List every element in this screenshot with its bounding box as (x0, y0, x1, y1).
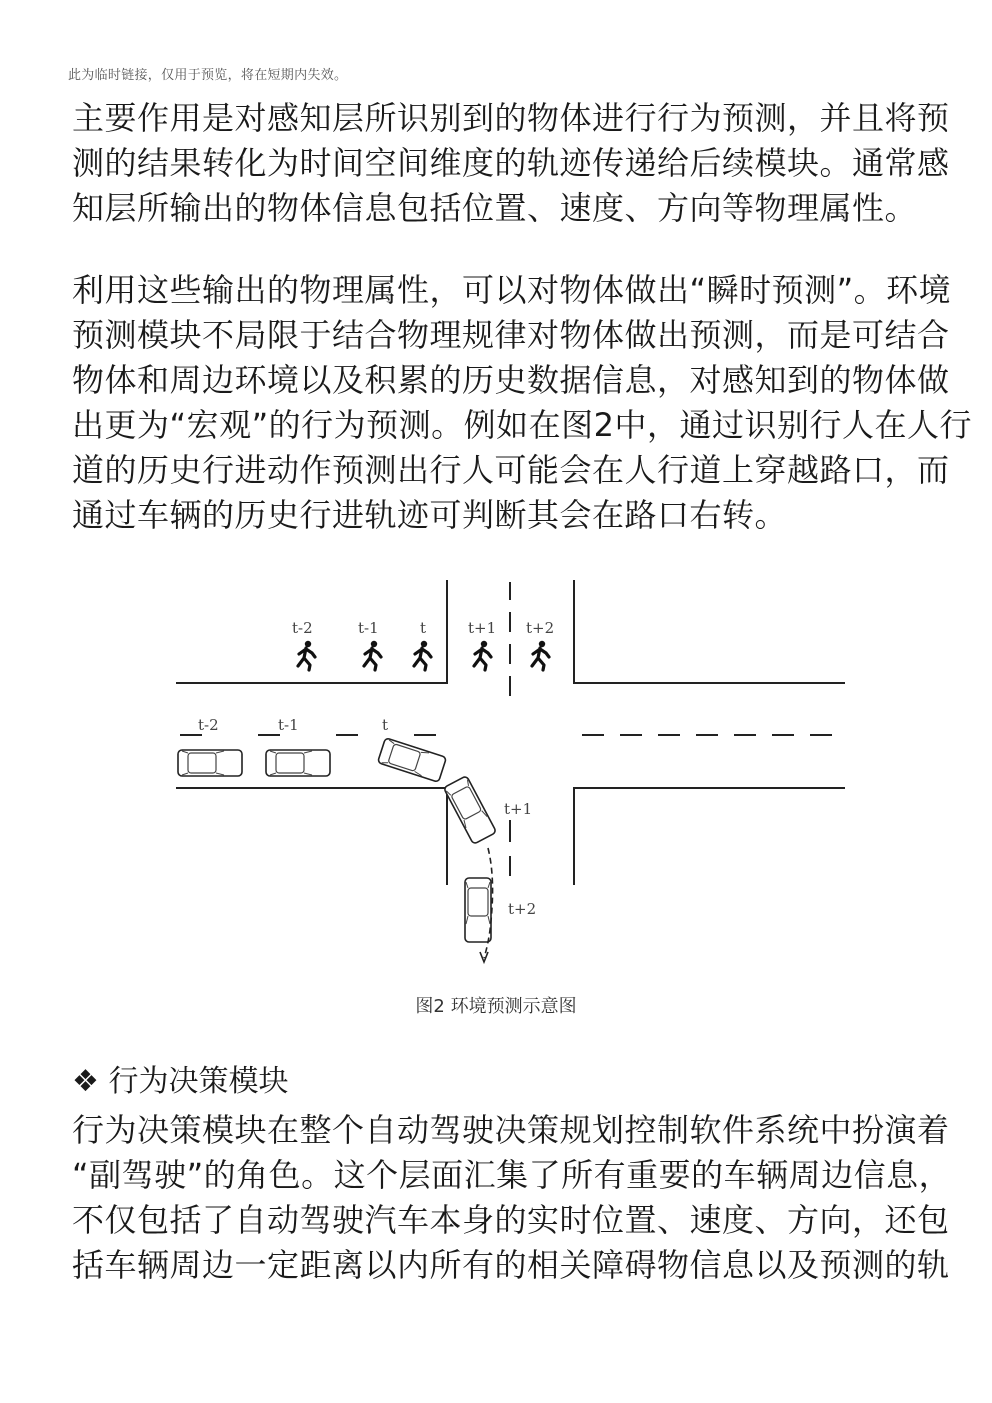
car-label: t (382, 716, 389, 734)
paragraph-behavior-decision (72, 1108, 952, 1288)
figure-caption: 图2 环境预测示意图 (415, 996, 577, 1017)
diamond-bullet-icon: ❖ (72, 1064, 99, 1099)
pedestrian-label: t-2 (292, 619, 313, 637)
section-title-text: 行为决策模块 (108, 1064, 289, 1099)
vehicle-track (178, 716, 536, 942)
pedestrian-icon (474, 641, 491, 670)
section-title-behavior-decision (72, 1062, 288, 1102)
text-line: 物体和周边环境以及积累的历史数据信息，对感知到的物体做 (72, 361, 950, 399)
pedestrian-track (292, 619, 554, 670)
text-line: “副驾驶”的角色。这个层面汇集了所有重要的车辆周边信息， (72, 1156, 952, 1194)
pedestrian-icon (298, 641, 315, 670)
text-line: 测的结果转化为时间空间维度的轨迹传递给后续模块。通常感 (72, 144, 950, 182)
text-line: 通过车辆的历史行进轨迹可判断其会在路口右转。 (72, 496, 788, 534)
pedestrian-label: t+1 (468, 619, 497, 637)
car-icon (443, 776, 496, 845)
car-label: t-2 (198, 716, 219, 734)
text-line: 道的历史行进动作预测出行人可能会在人行道上穿越路口，而 (72, 451, 950, 489)
text-line: 括车辆周边一定距离以内所有的相关障碍物信息以及预测的轨 (72, 1246, 950, 1284)
text-line: 不仅包括了自动驾驶汽车本身的实时位置、速度、方向，还包 (72, 1201, 950, 1239)
pedestrian-icon (364, 641, 381, 670)
car-icon (378, 738, 447, 783)
pedestrian-label: t-1 (358, 619, 379, 637)
pedestrian-icon (532, 641, 549, 670)
text-line: 主要作用是对感知层所识别到的物体进行行为预测，并且将预 (72, 99, 950, 137)
text-line: 预测模块不局限于结合物理规律对物体做出预测，而是可结合 (72, 316, 950, 354)
car-icon (178, 750, 242, 776)
car-label: t-1 (278, 716, 299, 734)
car-icon (465, 878, 491, 942)
pedestrian-label: t+2 (526, 619, 555, 637)
text-line: 利用这些输出的物理属性，可以对物体做出“瞬时预测”。环境 (72, 271, 952, 309)
car-icon (266, 750, 330, 776)
text-line: 出更为“宏观”的行为预测。例如在图2中，通过识别行人在人行 (72, 406, 973, 444)
text-line: 行为决策模块在整个自动驾驶决策规划控制软件系统中扮演着 (72, 1111, 950, 1149)
temporary-link-notice: 此为临时链接，仅用于预览，将在短期内失效。 (68, 68, 348, 83)
car-label: t+1 (504, 800, 533, 818)
text-line: 知层所输出的物体信息包括位置、速度、方向等物理属性。 (72, 189, 918, 227)
pedestrian-label: t (420, 619, 427, 637)
pedestrian-icon (414, 641, 431, 670)
car-label: t+2 (508, 900, 537, 918)
